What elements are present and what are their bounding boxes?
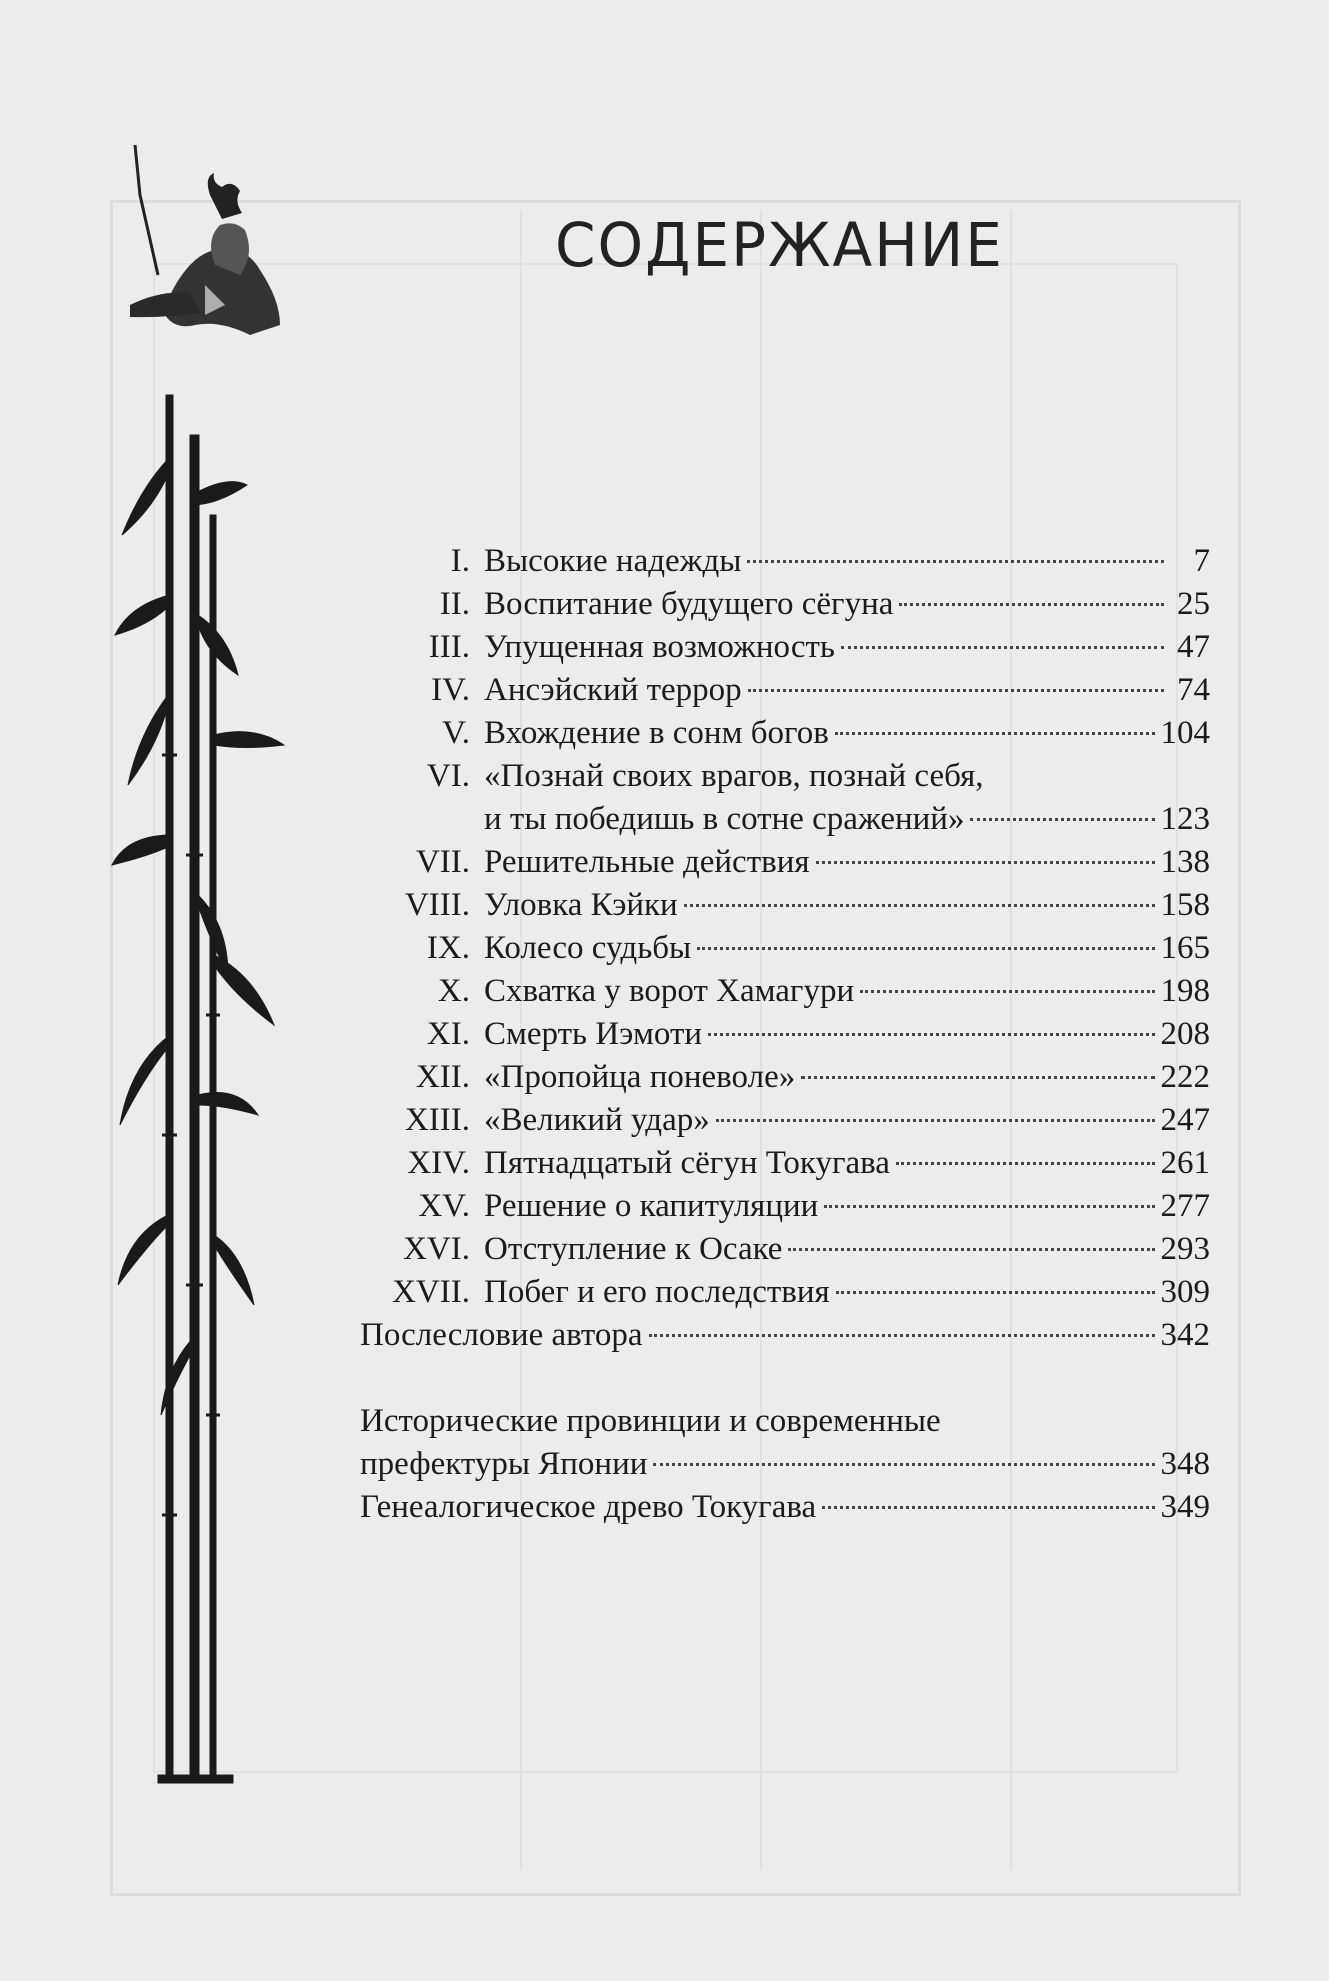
leader-dots bbox=[653, 1463, 1154, 1466]
chapter-number: XVI. bbox=[403, 1231, 470, 1267]
chapter-number: IV. bbox=[431, 672, 470, 708]
leader-dots bbox=[649, 1334, 1155, 1337]
toc-row bbox=[360, 927, 1210, 970]
leader-dots bbox=[896, 1162, 1155, 1165]
page-number: 25 bbox=[1177, 586, 1210, 622]
table-of-contents bbox=[360, 540, 1210, 1529]
chapter-number: III. bbox=[428, 629, 470, 665]
toc-row bbox=[360, 1056, 1210, 1099]
page-number: 123 bbox=[1160, 801, 1210, 837]
chapter-title: Колесо судьбы bbox=[484, 930, 692, 966]
chapter-title: Побег и его последствия bbox=[484, 1274, 830, 1310]
chapter-title: и ты победишь в сотне сражений» bbox=[484, 801, 965, 837]
page-number: 348 bbox=[1160, 1446, 1210, 1482]
toc-row-appendix bbox=[360, 1400, 1210, 1443]
chapter-number: VI. bbox=[426, 758, 470, 794]
toc-row bbox=[360, 712, 1210, 755]
page-number: 104 bbox=[1160, 715, 1210, 751]
chapter-number: XV. bbox=[418, 1188, 470, 1224]
leader-dots bbox=[824, 1205, 1154, 1208]
toc-row-appendix bbox=[360, 1443, 1210, 1486]
page-number: 349 bbox=[1160, 1489, 1210, 1525]
chapter-title: Смерть Иэмоти bbox=[484, 1016, 703, 1052]
toc-row bbox=[360, 669, 1210, 712]
chapter-title: Решительные действия bbox=[484, 844, 810, 880]
chapter-number: X. bbox=[437, 973, 470, 1009]
samurai-bamboo-illustration bbox=[110, 135, 330, 1805]
toc-row bbox=[360, 798, 1210, 841]
leader-dots bbox=[899, 603, 1164, 606]
chapter-title: Воспитание будущего сёгуна bbox=[484, 586, 894, 622]
toc-row bbox=[360, 841, 1210, 884]
toc-row bbox=[360, 1013, 1210, 1056]
afterword-title: Послесловие автора bbox=[360, 1317, 643, 1353]
spacer bbox=[360, 1357, 1210, 1400]
toc-row bbox=[360, 583, 1210, 626]
page-number: 165 bbox=[1160, 930, 1210, 966]
page-number: 261 bbox=[1160, 1145, 1210, 1181]
chapter-number: XII. bbox=[415, 1059, 470, 1095]
page-number: 247 bbox=[1160, 1102, 1210, 1138]
chapter-title: Отступление к Осаке bbox=[484, 1231, 783, 1267]
leader-dots bbox=[716, 1119, 1155, 1122]
appendix-title: префектуры Японии bbox=[360, 1446, 648, 1482]
toc-row bbox=[360, 540, 1210, 583]
toc-row bbox=[360, 884, 1210, 927]
page-number: 342 bbox=[1160, 1317, 1210, 1353]
page-number: 277 bbox=[1160, 1188, 1210, 1224]
appendix-title: Исторические провинции и современные bbox=[360, 1403, 941, 1439]
chapter-number: IX. bbox=[426, 930, 470, 966]
page-number: 138 bbox=[1160, 844, 1210, 880]
toc-row bbox=[360, 1228, 1210, 1271]
toc-row bbox=[360, 1099, 1210, 1142]
chapter-title: Схватка у ворот Хамагури bbox=[484, 973, 855, 1009]
page-number: 208 bbox=[1160, 1016, 1210, 1052]
page-number: 74 bbox=[1177, 672, 1210, 708]
chapter-title: Ансэйский террор bbox=[484, 672, 742, 708]
chapter-title: «Пропойца поневоле» bbox=[484, 1059, 796, 1095]
toc-row bbox=[360, 626, 1210, 669]
toc-row bbox=[360, 1142, 1210, 1185]
chapter-number: XIV. bbox=[407, 1145, 470, 1181]
leader-dots bbox=[816, 861, 1155, 864]
chapter-title: Решение о капитуляции bbox=[484, 1188, 819, 1224]
page-number: 309 bbox=[1160, 1274, 1210, 1310]
toc-row bbox=[360, 1185, 1210, 1228]
chapter-title: Уловка Кэйки bbox=[484, 887, 678, 923]
leader-dots bbox=[697, 947, 1154, 950]
chapter-number: II. bbox=[439, 586, 470, 622]
chapter-number: XIII. bbox=[404, 1102, 470, 1138]
page-title: СОДЕРЖАНИЕ bbox=[555, 209, 1004, 281]
leader-dots bbox=[841, 646, 1164, 649]
chapter-number: VII. bbox=[415, 844, 470, 880]
page-number: 7 bbox=[1193, 543, 1210, 579]
toc-row bbox=[360, 755, 1210, 798]
chapter-title: «Великий удар» bbox=[484, 1102, 710, 1138]
leader-dots bbox=[835, 732, 1155, 735]
toc-row-afterword bbox=[360, 1314, 1210, 1357]
samurai-icon bbox=[130, 145, 280, 335]
leader-dots bbox=[801, 1076, 1154, 1079]
chapter-number: I. bbox=[450, 543, 470, 579]
appendix-title: Генеалогическое древо Токугава bbox=[360, 1489, 817, 1525]
chapter-number: V. bbox=[442, 715, 470, 751]
page-number: 293 bbox=[1160, 1231, 1210, 1267]
page-number: 47 bbox=[1177, 629, 1210, 665]
leader-dots bbox=[708, 1033, 1154, 1036]
chapter-number: XVII. bbox=[392, 1274, 470, 1310]
toc-row bbox=[360, 970, 1210, 1013]
chapter-title: «Познай своих врагов, познай себя, bbox=[484, 758, 984, 794]
chapter-number: XI. bbox=[426, 1016, 470, 1052]
chapter-title: Упущенная возможность bbox=[484, 629, 835, 665]
chapter-title: Пятнадцатый сёгун Токугава bbox=[484, 1145, 890, 1181]
leader-dots bbox=[747, 560, 1164, 563]
bamboo-icon bbox=[112, 395, 284, 1783]
toc-row-appendix bbox=[360, 1486, 1210, 1529]
toc-row bbox=[360, 1271, 1210, 1314]
page-number: 198 bbox=[1160, 973, 1210, 1009]
leader-dots bbox=[788, 1248, 1154, 1251]
chapter-title: Вхождение в сонм богов bbox=[484, 715, 829, 751]
leader-dots bbox=[822, 1506, 1154, 1509]
chapter-title: Высокие надежды bbox=[484, 543, 742, 579]
leader-dots bbox=[836, 1291, 1155, 1294]
leader-dots bbox=[748, 689, 1164, 692]
chapter-number: VIII. bbox=[404, 887, 470, 923]
leader-dots bbox=[970, 818, 1154, 821]
leader-dots bbox=[684, 904, 1155, 907]
page-number: 158 bbox=[1160, 887, 1210, 923]
page-number: 222 bbox=[1160, 1059, 1210, 1095]
leader-dots bbox=[860, 990, 1154, 993]
